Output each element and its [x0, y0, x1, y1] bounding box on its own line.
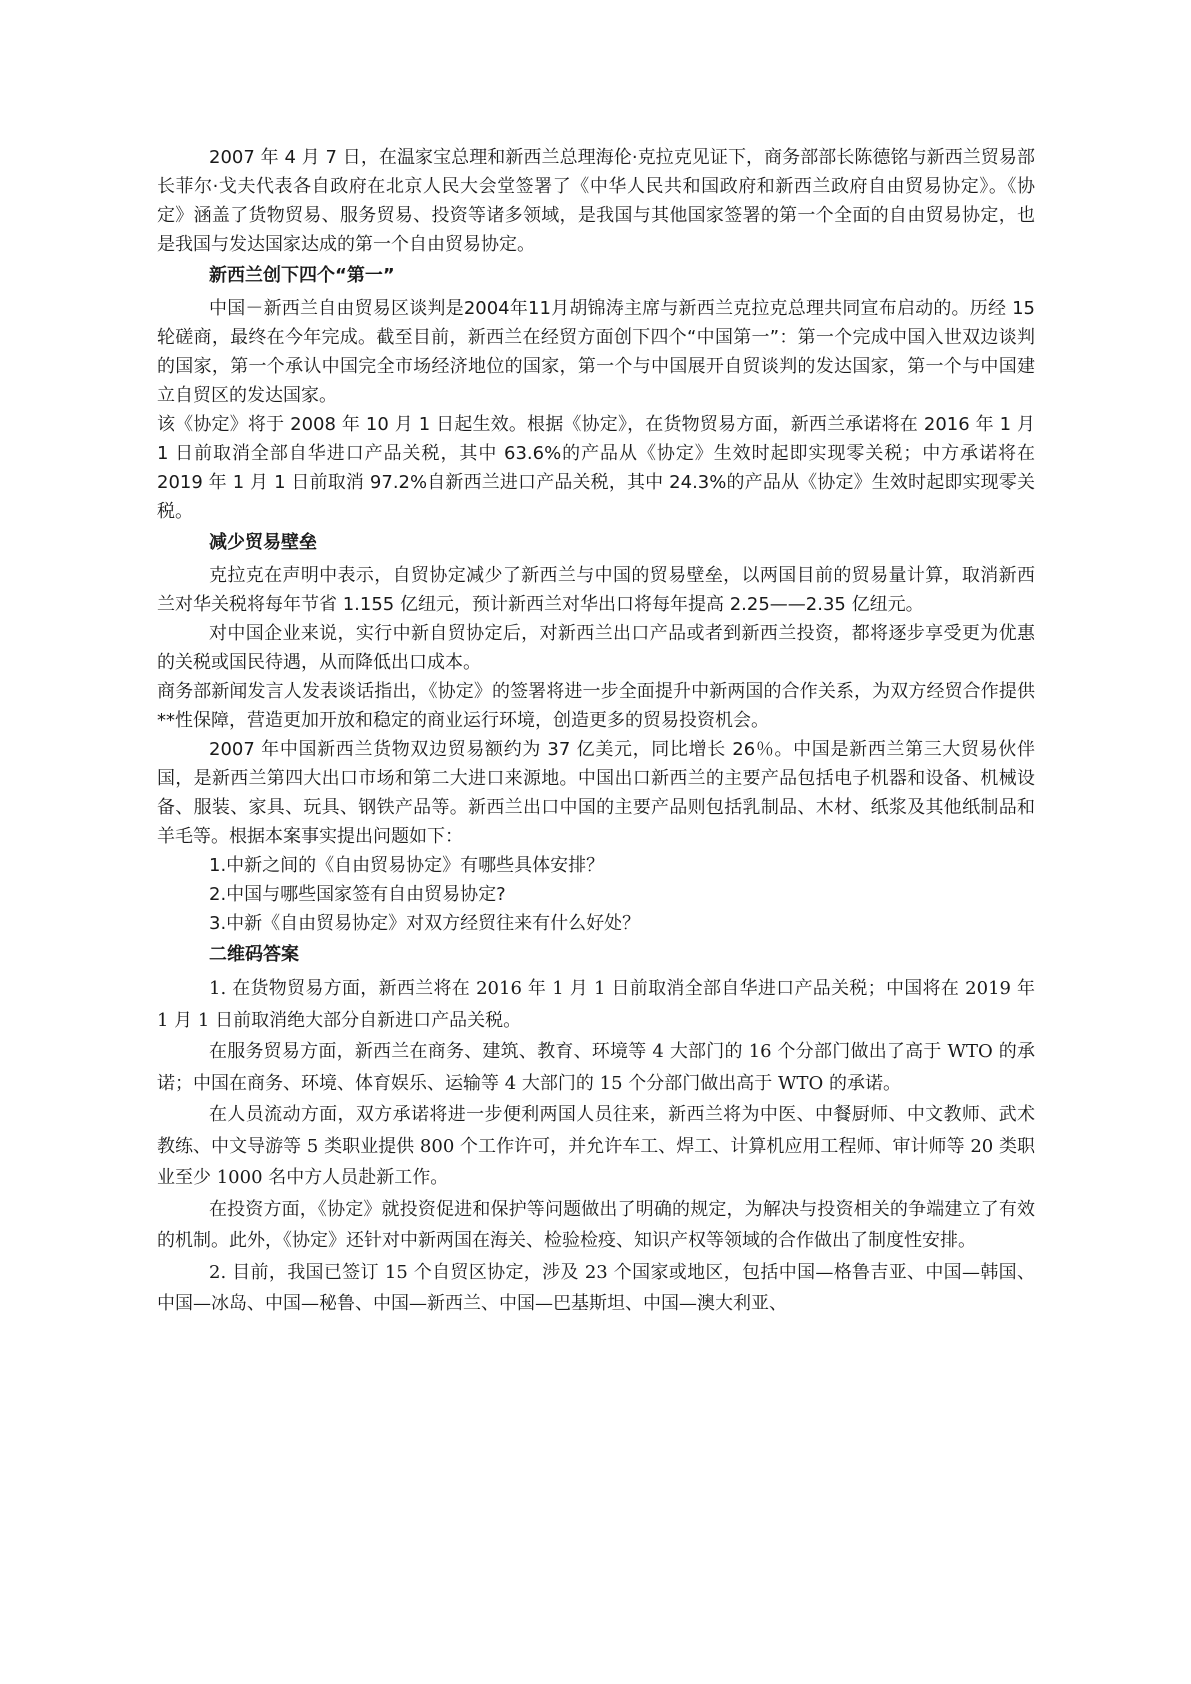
paragraph-chinese-enterprises: 对中国企业来说，实行中新自贸协定后，对新西兰出口产品或者到新西兰投资，都将逐步享受更为优惠的关税或国民待遇，从而降低出口成本。 — [157, 623, 1035, 673]
question-1: 1.中新之间的《自由贸易协定》有哪些具体安排？ — [209, 855, 605, 876]
heading-four-firsts: 新西兰创下四个“第一” — [209, 265, 395, 286]
answer-fta-list: 2. 目前，我国已签订 15 个自贸区协定，涉及 23 个国家或地区，包括中国—格鲁吉亚、中国—韩国、中国—冰岛、中国—秘鲁、中国—新西兰、中国—巴基斯坦、中国—澳大利亚、 — [157, 1261, 1035, 1314]
answer-goods-trade: 1. 在货物贸易方面，新西兰将在 2016 年 1 月 1 日前取消全部自华进口产品关税；中国将在 2019 年 1 月 1 日前取消绝大部分自新进口产品关税。 — [157, 978, 1035, 1031]
paragraph-spokesperson: 商务部新闻发言人发表谈话指出，《协定》的签署将进一步全面提升中新两国的合作关系，为双方经贸合作提供**性保障，营造更加开放和稳定的商业运行环境，创造更多的贸易投资机会。 — [157, 681, 1035, 731]
answer-investment: 在投资方面，《协定》就投资促进和保护等问题做出了明确的规定，为解决与投资相关的争端建立了有效的机制。此外，《协定》还针对中新两国在海关、检验检疫、知识产权等领域的合作做出了制度性安排。 — [157, 1198, 1035, 1251]
paragraph-signing: 2007 年 4 月 7 日，在温家宝总理和新西兰总理海伦·克拉克见证下，商务部部长陈德铭与新西兰贸易部长菲尔·戈夫代表各自政府在北京人民大会堂签署了《中华人民共和国政府和新西兰政府自由贸易协定》。《协定》涵盖了货物贸易、服务贸易、投资等诸多领域，是我国与其他国家签署的第一个全面的自由贸易协定，也是我国与发达国家达成的第一个自由贸易协定。 — [157, 147, 1035, 255]
paragraph-negotiation: 中国－新西兰自由贸易区谈判是2004年11月胡锦涛主席与新西兰克拉克总理共同宣布启动的。历经 15 轮磋商，最终在今年完成。截至目前，新西兰在经贸方面创下四个“中国第一”：第一个完成中国入世双边谈判的国家，第一个承认中国完全市场经济地位的国家，第一个与中国展开自贸谈判的发达国家，第一个与中国建立自贸区的发达国家。 — [157, 298, 1035, 406]
answer-services-trade: 在服务贸易方面，新西兰在商务、建筑、教育、环境等 4 大部门的 16 个分部门做出了高于 WTO 的承诺；中国在商务、环境、体育娱乐、运输等 4 大部门的 15 个分部门做出高于 WTO 的承诺。 — [157, 1041, 1035, 1094]
document-body — [157, 143, 1035, 1320]
answer-personnel-movement: 在人员流动方面，双方承诺将进一步便利两国人员往来，新西兰将为中医、中餐厨师、中文教师、武术教练、中文导游等 5 类职业提供 800 个工作许可，并允许车工、焊工、计算机应用工程师、审计师等 20 类职业至少 1000 名中方人员赴新工作。 — [157, 1104, 1035, 1188]
heading-qr-answers: 二维码答案 — [209, 944, 299, 965]
paragraph-trade-volume: 2007 年中国新西兰货物双边贸易额约为 37 亿美元，同比增长 26％。中国是新西兰第三大贸易伙伴国，是新西兰第四大出口市场和第二大进口来源地。中国出口新西兰的主要产品包括电子机器和设备、机械设备、服装、家具、玩具、钢铁产品等。新西兰出口中国的主要产品则包括乳制品、木材、纸浆及其他纸制品和羊毛等。根据本案事实提出问题如下： — [157, 739, 1035, 847]
answers-block — [157, 973, 1035, 1320]
question-3: 3.中新《自由贸易协定》对双方经贸往来有什么好处？ — [209, 913, 641, 934]
paragraph-effective-date: 该《协定》将于 2008 年 10 月 1 日起生效。根据《协定》，在货物贸易方面，新西兰承诺将在 2016 年 1 月 1 日前取消全部自华进口产品关税，其中 63.6%的产品从《协定》生效时起即实现零关税；中方承诺将在 2019 年 1 月 1 日前取消 97.2%自新西兰进口产品关税，其中 24.3%的产品从《协定》生效时起即实现零关税。 — [157, 414, 1035, 522]
heading-trade-barriers: 减少贸易壁垒 — [209, 532, 317, 553]
paragraph-clark-statement: 克拉克在声明中表示，自贸协定减少了新西兰与中国的贸易壁垒，以两国目前的贸易量计算，取消新西兰对华关税将每年节省 1.155 亿纽元，预计新西兰对华出口将每年提高 2.25——2.35 亿纽元。 — [157, 565, 1035, 615]
question-2: 2.中国与哪些国家签有自由贸易协定? — [209, 884, 506, 905]
